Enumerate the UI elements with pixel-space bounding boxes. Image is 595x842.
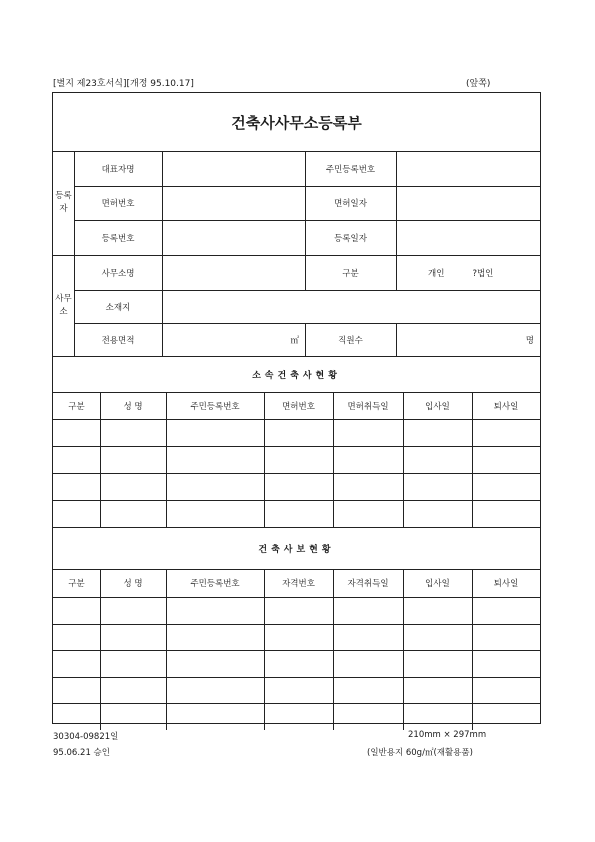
table-cell[interactable] bbox=[264, 419, 333, 446]
table-cell[interactable] bbox=[472, 703, 540, 730]
table-cell[interactable] bbox=[333, 500, 403, 527]
table-cell[interactable] bbox=[100, 597, 166, 624]
table-cell[interactable] bbox=[53, 624, 100, 651]
table-cell[interactable] bbox=[100, 500, 166, 527]
table-cell[interactable] bbox=[333, 446, 403, 473]
footer-paper: (일반용지 60g/㎡(재활용품) bbox=[367, 748, 473, 758]
table-cell[interactable] bbox=[53, 597, 100, 624]
table-cell[interactable] bbox=[403, 446, 472, 473]
office-area-label: 전용면적 bbox=[101, 335, 135, 346]
table-cell[interactable] bbox=[100, 446, 166, 473]
registrant-label: 면허일자 bbox=[334, 199, 367, 209]
rule-line bbox=[472, 569, 473, 730]
table-cell[interactable] bbox=[403, 703, 472, 730]
table-cell[interactable] bbox=[166, 703, 264, 730]
table-cell[interactable] bbox=[264, 677, 333, 704]
table-cell[interactable] bbox=[333, 473, 403, 500]
table-cell[interactable] bbox=[333, 624, 403, 651]
office-type-option[interactable]: 개인 bbox=[428, 268, 445, 279]
table-cell[interactable] bbox=[166, 624, 264, 651]
table-cell[interactable] bbox=[166, 500, 264, 527]
table-cell[interactable] bbox=[53, 677, 100, 704]
registrant-value-field[interactable] bbox=[396, 151, 540, 186]
table-cell[interactable] bbox=[166, 446, 264, 473]
table-cell[interactable] bbox=[264, 624, 333, 651]
registrant-group-label bbox=[53, 151, 74, 255]
section2-title: 건축사보현황 bbox=[258, 544, 335, 555]
group-label-text: 자 bbox=[59, 204, 68, 214]
rule-line bbox=[264, 569, 265, 730]
table-cell[interactable] bbox=[472, 419, 540, 446]
column-header: 면허취득일 bbox=[347, 401, 389, 412]
table-cell[interactable] bbox=[264, 703, 333, 730]
table-cell[interactable] bbox=[100, 419, 166, 446]
rule-line bbox=[472, 392, 473, 527]
table-cell[interactable] bbox=[100, 650, 166, 677]
footer-size: 210mm × 297mm bbox=[408, 730, 487, 740]
table-cell[interactable] bbox=[472, 597, 540, 624]
table-cell[interactable] bbox=[100, 473, 166, 500]
table-cell[interactable] bbox=[166, 677, 264, 704]
rule-line bbox=[166, 392, 167, 527]
table-cell[interactable] bbox=[53, 703, 100, 730]
rule-line bbox=[333, 392, 334, 527]
rule-line bbox=[100, 392, 101, 527]
column-header: 성 명 bbox=[123, 401, 143, 412]
office-group-label bbox=[53, 255, 74, 356]
office-name-label: 사무소명 bbox=[101, 268, 135, 279]
table-cell[interactable] bbox=[53, 473, 100, 500]
table-cell[interactable] bbox=[403, 624, 472, 651]
table-cell[interactable] bbox=[53, 446, 100, 473]
column-header: 면허번호 bbox=[282, 401, 315, 412]
column-header: 입사일 bbox=[425, 401, 450, 412]
column-header: 주민등록번호 bbox=[190, 579, 240, 589]
table-cell[interactable] bbox=[53, 500, 100, 527]
table-cell[interactable] bbox=[166, 419, 264, 446]
table-cell[interactable] bbox=[472, 500, 540, 527]
table-cell[interactable] bbox=[333, 650, 403, 677]
table-cell[interactable] bbox=[333, 677, 403, 704]
office-address-field[interactable] bbox=[162, 290, 540, 323]
table-cell[interactable] bbox=[333, 419, 403, 446]
registrant-label: 등록번호 bbox=[101, 233, 135, 244]
form-number: [별지 제23호서식][개정 95.10.17] bbox=[53, 79, 194, 89]
table-cell[interactable] bbox=[333, 597, 403, 624]
column-header: 구분 bbox=[68, 401, 85, 412]
table-cell[interactable] bbox=[472, 677, 540, 704]
footer-code: 30304-09821일 bbox=[53, 732, 119, 742]
column-header: 자격번호 bbox=[282, 579, 315, 589]
office-staff-field[interactable]: 명 bbox=[525, 335, 534, 346]
column-header: 주민등록번호 bbox=[190, 401, 240, 412]
table-cell[interactable] bbox=[53, 650, 100, 677]
table-cell[interactable] bbox=[53, 419, 100, 446]
table-cell[interactable] bbox=[100, 677, 166, 704]
section1-title: 소속건축사현황 bbox=[252, 370, 341, 381]
registrant-label: 주민등록번호 bbox=[325, 164, 376, 175]
registrant-label: 면허번호 bbox=[101, 199, 135, 209]
group-label-text: 사무 bbox=[55, 293, 72, 304]
table-cell[interactable] bbox=[166, 650, 264, 677]
page-side-label: (앞쪽) bbox=[466, 79, 491, 89]
table-cell[interactable] bbox=[403, 677, 472, 704]
column-header: 퇴사일 bbox=[493, 401, 519, 412]
rule-line bbox=[166, 569, 167, 730]
column-header: 퇴사일 bbox=[493, 579, 519, 589]
office-type-label: 구분 bbox=[342, 268, 359, 279]
registrant-value-field[interactable] bbox=[162, 186, 305, 220]
registrant-value-field[interactable] bbox=[162, 151, 305, 186]
table-cell[interactable] bbox=[264, 473, 333, 500]
table-cell[interactable] bbox=[472, 446, 540, 473]
office-type-options[interactable] bbox=[396, 255, 540, 290]
registration-form bbox=[52, 92, 541, 724]
column-header: 성 명 bbox=[123, 579, 143, 589]
registrant-label: 등록일자 bbox=[334, 233, 367, 244]
office-staff-label: 직원수 bbox=[338, 335, 363, 346]
registrant-label: 대표자명 bbox=[101, 164, 135, 175]
rule-line bbox=[264, 392, 265, 527]
rule-line bbox=[100, 569, 101, 730]
table-cell[interactable] bbox=[100, 624, 166, 651]
rule-line bbox=[403, 392, 404, 527]
table-cell[interactable] bbox=[472, 650, 540, 677]
column-header: 입사일 bbox=[425, 579, 450, 589]
column-header: 구분 bbox=[68, 579, 85, 589]
table-cell[interactable] bbox=[264, 446, 333, 473]
column-header: 자격취득일 bbox=[347, 579, 389, 589]
table-cell[interactable] bbox=[472, 624, 540, 651]
table-cell[interactable] bbox=[403, 419, 472, 446]
form-title: 건축사사무소등록부 bbox=[53, 93, 540, 152]
table-cell[interactable] bbox=[264, 650, 333, 677]
table-cell[interactable] bbox=[264, 597, 333, 624]
rule-line bbox=[333, 569, 334, 730]
office-area-field[interactable]: ㎡ bbox=[290, 335, 299, 346]
table-cell[interactable] bbox=[403, 500, 472, 527]
rule-line bbox=[403, 569, 404, 730]
table-cell[interactable] bbox=[403, 597, 472, 624]
office-address-label: 소재지 bbox=[105, 302, 131, 313]
table-cell[interactable] bbox=[333, 703, 403, 730]
table-cell[interactable] bbox=[100, 703, 166, 730]
table-cell[interactable] bbox=[166, 597, 264, 624]
table-cell[interactable] bbox=[166, 473, 264, 500]
registrant-value-field[interactable] bbox=[396, 220, 540, 255]
table-cell[interactable] bbox=[403, 473, 472, 500]
registrant-value-field[interactable] bbox=[396, 186, 540, 220]
group-label-text: 소 bbox=[59, 306, 68, 317]
office-name-field[interactable] bbox=[162, 255, 305, 290]
table-cell[interactable] bbox=[472, 473, 540, 500]
table-cell[interactable] bbox=[264, 500, 333, 527]
registrant-value-field[interactable] bbox=[162, 220, 305, 255]
office-type-option[interactable]: ?법인 bbox=[472, 268, 494, 279]
group-label-text: 등록 bbox=[55, 191, 72, 201]
table-cell[interactable] bbox=[403, 650, 472, 677]
footer-approval: 95.06.21 승인 bbox=[53, 748, 110, 758]
